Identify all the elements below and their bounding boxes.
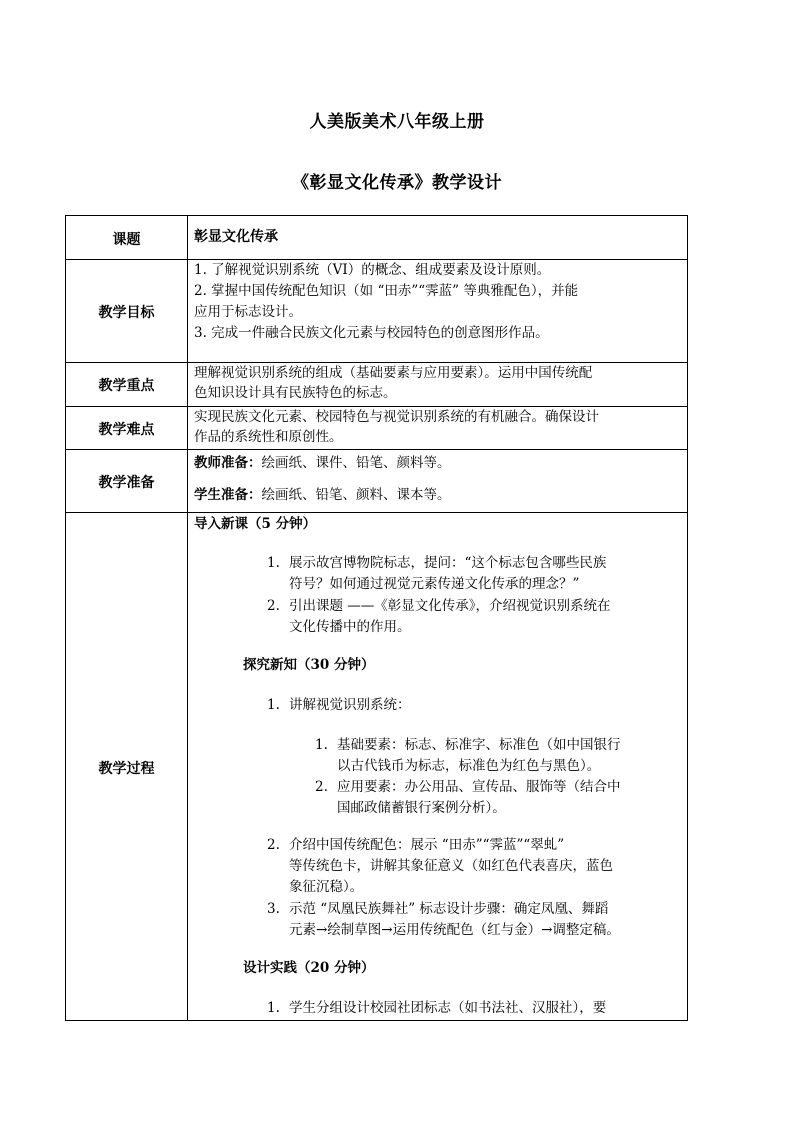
- basic-elements-line1: 基础要素：标志、标准字、标准色（如中国银行: [337, 737, 621, 753]
- goal-line: 应用于标志设计。: [194, 304, 302, 320]
- document-title: 人美版美术八年级上册: [309, 112, 485, 132]
- topic-label: 课题: [112, 232, 141, 248]
- item-number: 1.: [315, 737, 328, 753]
- row-divider: [66, 449, 687, 450]
- section-practice-title: 设计实践（20 分钟）: [243, 960, 375, 976]
- key-line: 色知识设计具有民族特色的标志。: [194, 385, 397, 401]
- item-number: 1.: [267, 697, 280, 713]
- explore-item-3-line1: 示范 “凤凰民族舞社” 标志设计步骤：确定凤凰、舞蹈: [289, 901, 609, 917]
- item-number: 3.: [267, 901, 280, 917]
- goal-line: 2. 掌握中国传统配色知识（如 “田赤”“霁蓝” 等典雅配色），并能: [194, 283, 579, 299]
- explore-item-1: 讲解视觉识别系统：: [289, 697, 411, 713]
- process-label: 教学过程: [98, 761, 155, 777]
- key-points-content: [194, 363, 682, 403]
- difficulty-line: 实现民族文化元素、校园特色与视觉识别系统的有机融合。确保设计: [194, 409, 599, 425]
- section-explore-title: 探究新知（30 分钟）: [243, 657, 375, 673]
- explore-item-2-line2: 等传统色卡，讲解其象征意义（如红色代表喜庆，蓝色: [289, 858, 613, 874]
- item-number: 2.: [267, 598, 280, 614]
- explore-item-2-line3: 象征沉稳）。: [289, 879, 364, 895]
- section-intro-title: 导入新课（5 分钟）: [194, 516, 317, 532]
- key-points-label: 教学重点: [98, 378, 155, 394]
- intro-item-2-line1: 引出课题 ——《彰显文化传承》，介绍视觉识别系统在: [289, 598, 611, 614]
- item-number: 2.: [315, 779, 328, 795]
- student-prep: [194, 485, 682, 506]
- process-content: [188, 513, 688, 1020]
- applied-elements-line2: 国邮政储蓄银行案例分析）。: [337, 800, 506, 816]
- topic-value: 彰显文化传承: [194, 229, 278, 245]
- difficulty-label: 教学难点: [98, 422, 155, 438]
- student-prep-text: 绘画纸、铅笔、颜料、课本等。: [261, 487, 451, 503]
- document-subtitle: 《彰显文化传承》教学设计: [292, 173, 502, 193]
- teacher-prep-label: 教师准备：: [194, 455, 262, 471]
- difficulty-content: [194, 407, 682, 447]
- item-number: 2.: [267, 837, 280, 853]
- intro-item-1-line2: 符号？如何通过视觉元素传递文化传承的理念？”: [289, 576, 580, 592]
- explore-item-3-line2: 元素→绘制草图→运用传统配色（红与金）→调整定稿。: [289, 922, 620, 938]
- explore-item-2-line1: 介绍中国传统配色：展示 “田赤”“霁蓝”“翠虬”: [289, 837, 565, 853]
- key-line: 理解视觉识别系统的组成（基础要素与应用要素）。运用中国传统配: [194, 365, 593, 381]
- teacher-prep: [194, 453, 682, 474]
- goals-label: 教学目标: [98, 305, 155, 321]
- basic-elements-line2: 以古代钱币为标志，标准色为红色与黑色）。: [337, 758, 601, 774]
- goal-line: 1. 了解视觉识别系统（VI）的概念、组成要素及设计原则。: [194, 262, 551, 278]
- applied-elements-line1: 应用要素：办公用品、宣传品、服饰等（结合中: [337, 779, 621, 795]
- intro-item-2-line2: 文化传播中的作用。: [289, 619, 411, 635]
- teacher-prep-text: 绘画纸、课件、铅笔、颜料等。: [261, 455, 451, 471]
- goals-content: [194, 260, 682, 344]
- item-number: 1.: [267, 1000, 280, 1016]
- prep-label: 教学准备: [98, 475, 155, 491]
- practice-item-1-line1: 学生分组设计校园社团标志（如书法社、汉服社），要: [289, 1000, 607, 1016]
- goal-line: 3. 完成一件融合民族文化元素与校园特色的创意图形作品。: [194, 325, 549, 341]
- intro-item-1-line1: 展示故宫博物院标志，提问：“这个标志包含哪些民族: [289, 555, 607, 571]
- student-prep-label: 学生准备：: [194, 487, 262, 503]
- difficulty-line: 作品的系统性和原创性。: [194, 429, 343, 445]
- item-number: 1.: [267, 555, 280, 571]
- lesson-plan-table: [65, 215, 688, 1021]
